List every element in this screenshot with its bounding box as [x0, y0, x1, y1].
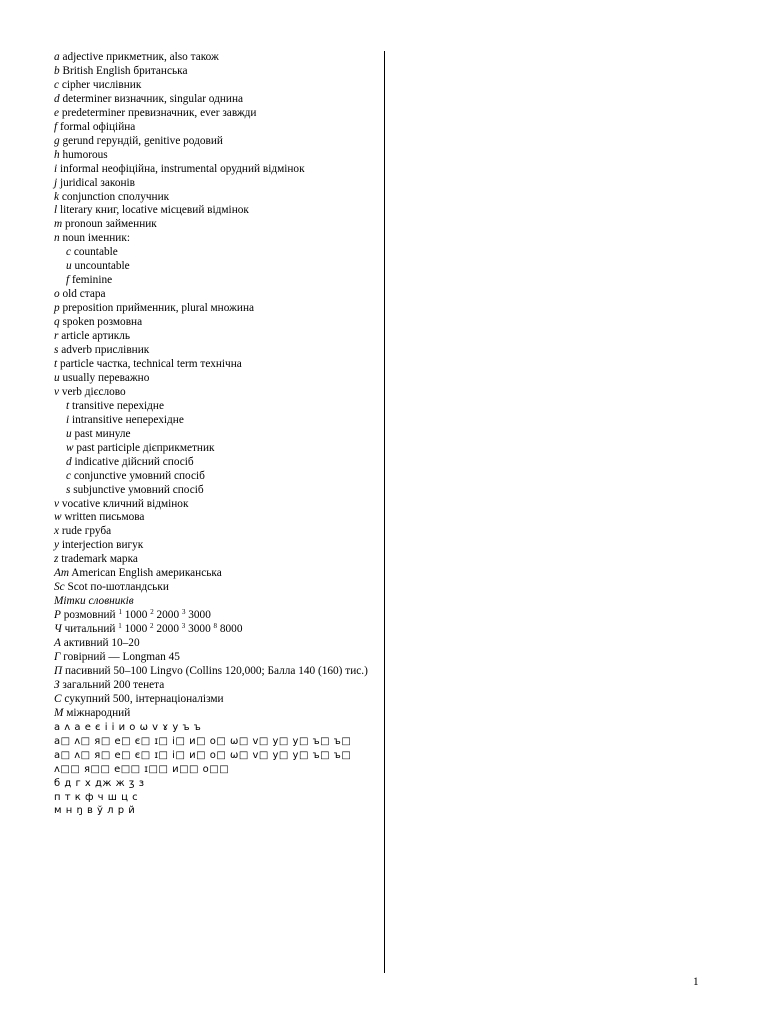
legend-text: Scot по-шотландськи	[64, 581, 169, 594]
legend-text: trademark марка	[58, 553, 138, 566]
legend-item	[54, 511, 374, 525]
mark-active	[54, 637, 374, 651]
mark-key: П	[54, 664, 63, 677]
legend-text: determiner визначник, singular однина	[59, 92, 244, 105]
legend-key: z	[54, 553, 59, 566]
legend-item	[54, 400, 374, 414]
legend-item	[54, 288, 374, 302]
legend-item	[54, 484, 374, 498]
legend-item	[54, 428, 374, 442]
mark-key: Ч	[54, 623, 62, 636]
legend-item	[54, 470, 374, 484]
legend-text: indicative дійсний спосіб	[71, 455, 194, 468]
legend-key: t	[66, 399, 70, 412]
page-number: 1	[693, 976, 699, 988]
mark-value: 3000	[185, 609, 211, 622]
legend-text: formal офіційна	[57, 120, 136, 133]
legend-item	[54, 553, 374, 567]
legend-item	[54, 302, 374, 316]
legend-key: w	[54, 511, 62, 524]
legend-key: l	[54, 204, 58, 217]
legend-text: particle частка, technical term технічна	[57, 357, 242, 370]
legend-key: Am	[54, 567, 70, 580]
mark-spoken	[54, 651, 374, 665]
legend-text: adverb прислівник	[58, 344, 150, 357]
legend-item	[54, 539, 374, 553]
legend-item	[54, 121, 374, 135]
legend-text: preposition прийменник, plural множина	[59, 302, 255, 315]
phonetic-row: ʌ□□ я□□ е□□ ɪ□□ и□□ о□□	[54, 763, 230, 775]
mark-value: 2000	[153, 609, 182, 622]
legend-text: rude груба	[59, 525, 112, 538]
mark-text: читальний	[61, 623, 119, 636]
legend-text: verb дієслово	[59, 385, 126, 398]
mark-key: Р	[54, 609, 61, 622]
phonetic-row: а□ ʌ□ я□ е□ є□ ɪ□ і□ и□ о□ ω□ v□ у□ у□ ъ□ ъ□	[54, 749, 352, 761]
mark-general	[54, 679, 374, 693]
mark-value: 1000	[121, 609, 151, 622]
dictionary-marks-heading: Мітки словників	[54, 595, 134, 608]
legend-item	[54, 177, 374, 191]
legend-key: g	[54, 134, 60, 147]
legend-key: Sc	[54, 581, 65, 594]
legend-text: subjunctive умовний спосіб	[70, 483, 204, 496]
legend-item	[54, 567, 374, 581]
mark-key: М	[54, 706, 64, 719]
legend-item	[54, 135, 374, 149]
phonetic-row: а ʌ а е є і і и о ω v ɤ у ъ ъ	[54, 721, 202, 733]
mark-key: Г	[54, 650, 61, 663]
mark-key: З	[54, 678, 60, 691]
legend-item	[54, 163, 374, 177]
legend-text: literary книг, locative місцевий відмінок	[57, 204, 249, 217]
legend-key: n	[54, 232, 60, 245]
legend-item	[54, 246, 374, 260]
phonetic-row: п т к ф ч ш ц с	[54, 791, 139, 803]
legend-item	[54, 79, 374, 93]
legend-key: v	[54, 497, 60, 510]
superscript: 1	[118, 622, 122, 631]
phonetic-row: м н ŋ в ў л р й	[54, 805, 136, 817]
legend-item	[54, 414, 374, 428]
legend-key: d	[54, 92, 60, 105]
legend-key: q	[54, 316, 60, 329]
mark-value: 2000	[153, 623, 182, 636]
legend-key: c	[66, 469, 72, 482]
legend-key: j	[54, 176, 58, 189]
legend-text: vocative кличний відмінок	[59, 497, 189, 510]
legend-item	[54, 204, 374, 218]
superscript: 3	[181, 608, 186, 617]
mark-international	[54, 707, 374, 721]
mark-value: 8000	[217, 623, 243, 636]
legend-text: humorous	[59, 148, 108, 161]
legend-text: predeterminer превизначник, ever завжди	[59, 106, 257, 119]
legend-key: y	[54, 539, 60, 552]
abbreviation-list	[54, 51, 374, 595]
legend-text: British English британська	[59, 64, 188, 77]
legend-key: w	[66, 441, 74, 454]
legend-item	[54, 330, 374, 344]
legend-key: m	[54, 218, 63, 231]
legend-item	[54, 51, 374, 65]
legend-text: spoken розмовна	[59, 316, 143, 329]
legend-text: past минуле	[71, 427, 131, 440]
legend-item	[54, 149, 374, 163]
legend-key: u	[66, 427, 72, 440]
legend-text: old стара	[59, 288, 106, 301]
phonetic-row: б д г х дж ж ʒ з	[54, 777, 145, 789]
legend-text: noun іменник:	[59, 232, 130, 245]
legend-item	[54, 260, 374, 274]
legend-text: transitive перехідне	[69, 399, 164, 412]
legend-text: conjunction сполучник	[59, 190, 170, 203]
legend-text: gerund герундій, genitive родовий	[59, 134, 223, 147]
mark-value: 1000	[121, 623, 151, 636]
legend-key: s	[66, 483, 71, 496]
mark-colloquial	[54, 609, 374, 623]
legend-key: x	[54, 525, 60, 538]
legend-text: intransitive неперехідне	[69, 413, 184, 426]
mark-text: пасивний 50–100 Lingvo (Collins 120,000; Балла 140 (160) тис.)	[62, 664, 368, 677]
legend-text: feminine	[69, 274, 113, 287]
legend-key: o	[54, 288, 60, 301]
legend-item	[54, 498, 374, 512]
mark-text: активний 10–20	[60, 637, 140, 650]
legend-key: k	[54, 190, 60, 203]
superscript: 8	[213, 622, 218, 631]
legend-key: p	[54, 302, 60, 315]
legend-text: article артикль	[58, 330, 131, 343]
legend-text: past participle дієприкметник	[73, 441, 215, 454]
legend-item	[54, 372, 374, 386]
legend-text: American English американська	[69, 567, 222, 580]
legend-item	[54, 93, 374, 107]
mark-text: міжнародний	[63, 706, 131, 719]
phonetic-symbols	[54, 721, 374, 819]
superscript: 3	[181, 622, 186, 631]
legend-text: conjunctive умовний спосіб	[71, 469, 205, 482]
mark-text: розмовний	[60, 609, 119, 622]
legend-text: countable	[71, 246, 118, 259]
legend-key: h	[54, 148, 60, 161]
superscript: 1	[118, 608, 122, 617]
column-divider	[384, 51, 385, 973]
legend-key: i	[66, 413, 70, 426]
legend-text: pronoun займенник	[62, 218, 157, 231]
legend-item	[54, 442, 374, 456]
legend-item	[54, 358, 374, 372]
mark-reading	[54, 623, 374, 637]
legend-item	[54, 344, 374, 358]
legend-key: c	[66, 246, 72, 259]
legend-item	[54, 191, 374, 205]
mark-text: говірний — Longman 45	[60, 650, 180, 663]
legend-key: s	[54, 344, 59, 357]
legend-key: i	[54, 162, 58, 175]
legend-key: d	[66, 455, 72, 468]
legend-key: f	[66, 274, 70, 287]
legend-text: adjective прикметник, also також	[59, 51, 219, 63]
legend-item	[54, 525, 374, 539]
legend-text: cipher числівник	[59, 78, 142, 91]
legend-text: written письмова	[61, 511, 145, 524]
legend-key: e	[54, 106, 60, 119]
mark-key: С	[54, 692, 62, 705]
legend-key: t	[54, 357, 58, 370]
document-body	[54, 51, 374, 818]
legend-item	[54, 107, 374, 121]
mark-text: загальний 200 тенета	[59, 678, 165, 691]
legend-item	[54, 316, 374, 330]
legend-text: usually переважно	[59, 371, 150, 384]
legend-item	[54, 232, 374, 246]
legend-item	[54, 581, 374, 595]
superscript: 2	[150, 622, 154, 631]
legend-text: informal неофіційна, instrumental орудний відмінок	[57, 162, 305, 175]
mark-text: сукупний 500, інтернаціоналізми	[61, 692, 224, 705]
mark-key: А	[54, 637, 61, 650]
legend-item	[54, 456, 374, 470]
mark-total	[54, 693, 374, 707]
mark-value: 3000	[185, 623, 214, 636]
phonetic-row: а□ ʌ□ я□ е□ є□ ɪ□ і□ и□ о□ ω□ v□ у□ у□ ъ□ ъ□	[54, 735, 352, 747]
legend-key: a	[54, 51, 60, 63]
legend-item	[54, 274, 374, 288]
legend-key: u	[54, 371, 60, 384]
legend-text: juridical законів	[57, 176, 135, 189]
mark-passive	[54, 665, 374, 679]
legend-key: c	[54, 78, 60, 91]
legend-key: b	[54, 64, 60, 77]
legend-key: v	[54, 385, 60, 398]
superscript: 2	[150, 608, 154, 617]
legend-key: u	[66, 260, 72, 273]
legend-text: interjection вигук	[59, 539, 144, 552]
legend-key: f	[54, 120, 58, 133]
legend-text: uncountable	[71, 260, 130, 273]
legend-item	[54, 65, 374, 79]
legend-item	[54, 386, 374, 400]
legend-key: r	[54, 330, 59, 343]
legend-item	[54, 218, 374, 232]
